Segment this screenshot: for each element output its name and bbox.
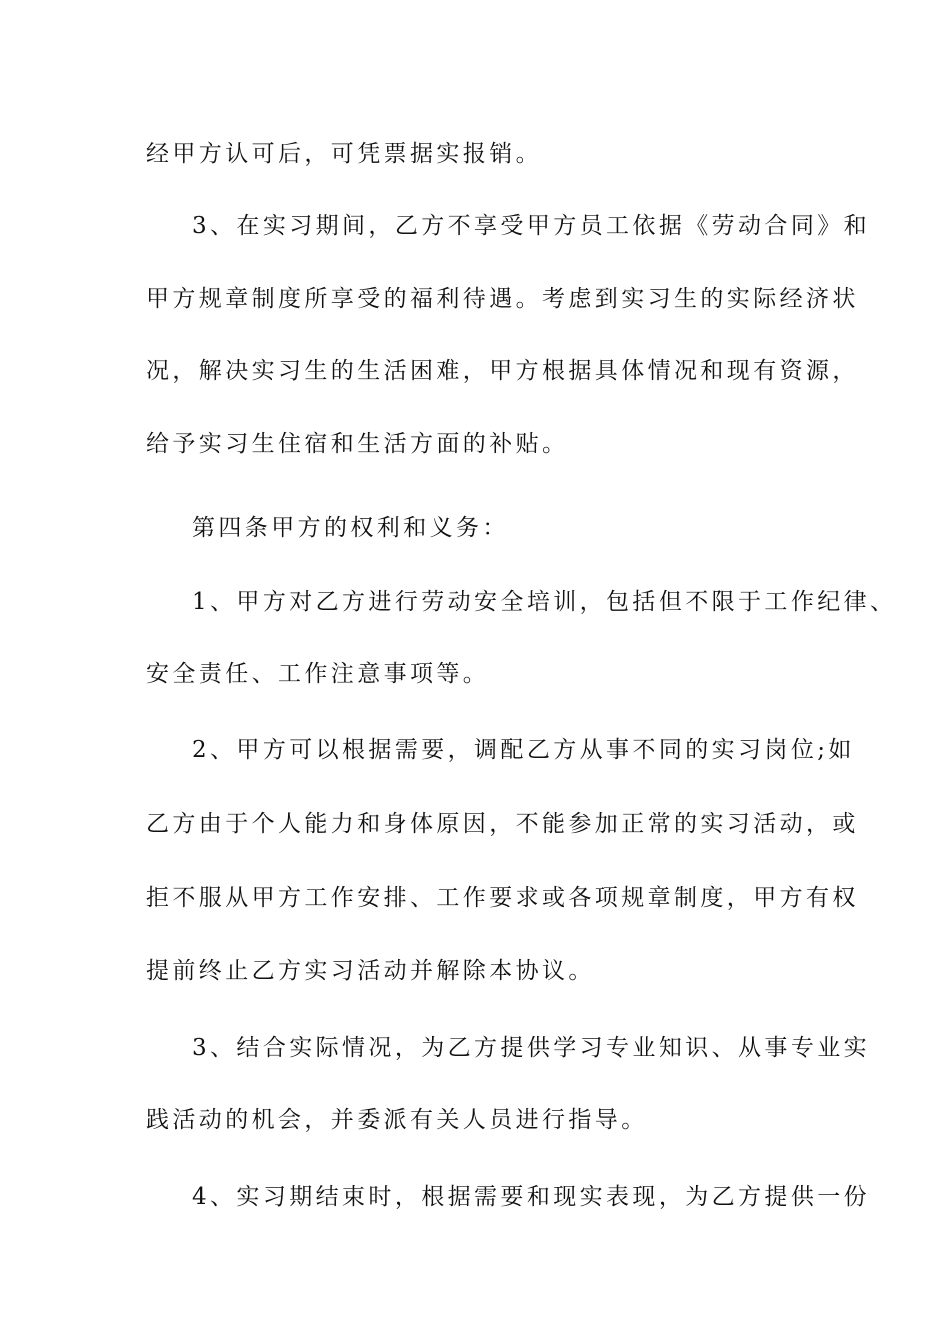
paragraph-line: 1、甲方对乙方进行劳动安全培训，包括但不限于工作纪律、 (192, 589, 897, 615)
paragraph-line: 乙方由于个人能力和身体原因，不能参加正常的实习活动，或 (146, 811, 859, 837)
paragraph-line: 况，解决实习生的生活困难，甲方根据具体情况和现有资源， (146, 358, 859, 384)
paragraph-line: 2、甲方可以根据需要，调配乙方从事不同的实习岗位;如 (192, 737, 855, 763)
paragraph-line: 安全责任、工作注意事项等。 (146, 661, 490, 687)
paragraph-line: 3、结合实际情况，为乙方提供学习专业知识、从事专业实 (192, 1035, 871, 1061)
paragraph-line: 提前终止乙方实习活动并解除本协议。 (146, 958, 595, 984)
paragraph-line: 给予实习生住宿和生活方面的补贴。 (146, 431, 569, 457)
paragraph-line: 经甲方认可后，可凭票据实报销。 (146, 141, 542, 167)
section-heading: 第四条甲方的权利和义务： (192, 515, 509, 541)
paragraph-line: 4、实习期结束时，根据需要和现实表现，为乙方提供一份 (192, 1184, 871, 1210)
paragraph-line: 甲方规章制度所享受的福利待遇。考虑到实习生的实际经济状 (146, 286, 859, 312)
paragraph-line: 3、在实习期间，乙方不享受甲方员工依据《劳动合同》和 (192, 213, 871, 239)
paragraph-line: 拒不服从甲方工作安排、工作要求或各项规章制度，甲方有权 (146, 885, 859, 911)
paragraph-line: 践活动的机会，并委派有关人员进行指导。 (146, 1107, 648, 1133)
